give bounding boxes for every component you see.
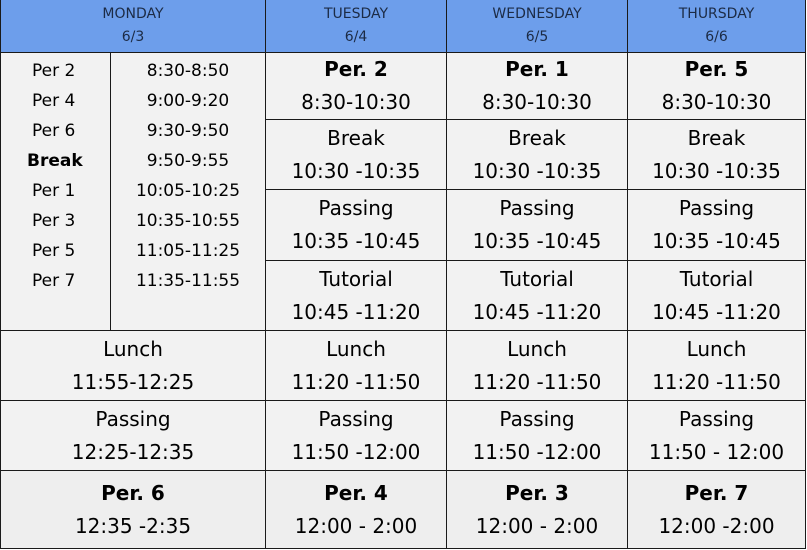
wednesday-passing	[447, 190, 628, 261]
block-label: Lunch	[507, 336, 567, 361]
tuesday-final-period	[266, 471, 447, 549]
block-time: 11:20 -11:50	[291, 369, 421, 394]
block-label: Lunch	[103, 336, 163, 361]
wednesday-final-period	[447, 471, 628, 549]
block-time: 10:35 -10:45	[472, 229, 602, 253]
block-time: 10:30 -10:35	[652, 158, 781, 183]
block-time: 10:30 -10:35	[291, 158, 421, 183]
tuesday-first-period	[266, 53, 447, 120]
block-time: 10:45 -11:20	[652, 299, 781, 324]
header-thursday	[628, 0, 806, 53]
block-label: Per. 5	[684, 57, 749, 81]
monday-time: 9:50-9:55	[146, 151, 230, 171]
header-date: 6/6	[705, 29, 728, 45]
block-time: 12:00 -2:00	[658, 513, 775, 538]
header-wednesday	[447, 0, 628, 53]
monday-time: 10:05-10:25	[135, 181, 241, 201]
thursday-final-period	[628, 471, 806, 549]
monday-final-period	[0, 471, 266, 549]
thursday-lunch	[628, 331, 806, 401]
block-label: Tutorial	[500, 266, 574, 291]
header-date: 6/4	[344, 29, 368, 45]
tuesday-break	[266, 120, 447, 190]
monday-period-break: Break	[27, 151, 83, 171]
tuesday-passing	[266, 190, 447, 261]
wednesday-passing-2	[447, 401, 628, 471]
block-time: 10:35 -10:45	[652, 229, 781, 253]
monday-time: 11:35-11:55	[135, 271, 241, 291]
block-time: 11:20 -11:50	[652, 369, 781, 394]
wednesday-break	[447, 120, 628, 190]
thursday-passing	[628, 190, 806, 261]
block-time: 10:30 -10:35	[472, 158, 602, 183]
header-day: MONDAY	[102, 6, 164, 22]
monday-passing	[0, 401, 266, 471]
monday-time: 8:30-8:50	[146, 61, 230, 81]
monday-lunch	[0, 331, 266, 401]
monday-times-column	[111, 53, 266, 331]
monday-period: Per 1	[32, 181, 76, 201]
monday-periods-column	[0, 53, 111, 331]
thursday-break	[628, 120, 806, 190]
block-time: 8:30-10:30	[301, 90, 411, 114]
block-time: 8:30-10:30	[661, 90, 772, 114]
block-label: Tutorial	[679, 266, 754, 291]
thursday-first-period	[628, 53, 806, 120]
block-time: 11:50 -12:00	[472, 439, 602, 464]
block-time: 11:50 -12:00	[291, 439, 421, 464]
block-label: Break	[687, 125, 746, 150]
tuesday-lunch	[266, 331, 447, 401]
block-label: Passing	[318, 196, 394, 220]
block-label: Per. 1	[505, 57, 569, 81]
wednesday-lunch	[447, 331, 628, 401]
block-time: 11:50 - 12:00	[648, 439, 785, 464]
monday-period: Per 6	[32, 121, 76, 141]
monday-period: Per 5	[32, 241, 76, 261]
block-time: 11:55-12:25	[71, 369, 195, 394]
block-label: Tutorial	[319, 266, 393, 291]
monday-time: 10:35-10:55	[135, 211, 241, 231]
block-time: 10:45 -11:20	[291, 299, 421, 324]
tuesday-tutorial	[266, 261, 447, 331]
block-label: Per. 6	[101, 480, 165, 505]
header-date: 6/3	[121, 29, 145, 45]
monday-period: Per 4	[32, 91, 76, 111]
wednesday-tutorial	[447, 261, 628, 331]
block-label: Break	[508, 125, 566, 150]
block-label: Per. 3	[505, 480, 569, 505]
monday-time: 9:00-9:20	[146, 91, 230, 111]
monday-period: Per 7	[32, 271, 76, 291]
block-label: Per. 4	[324, 480, 388, 505]
block-label: Per. 2	[324, 57, 388, 81]
header-tuesday	[266, 0, 447, 53]
block-label: Passing	[678, 196, 755, 220]
block-label: Lunch	[686, 336, 747, 361]
block-label: Break	[327, 125, 385, 150]
block-label: Lunch	[326, 336, 386, 361]
wednesday-first-period	[447, 53, 628, 120]
header-day: TUESDAY	[323, 6, 389, 22]
header-day: WEDNESDAY	[492, 6, 582, 22]
block-label: Passing	[499, 196, 575, 220]
block-label: Passing	[499, 406, 575, 431]
header-day: THURSDAY	[678, 6, 755, 22]
header-date: 6/5	[525, 29, 549, 45]
block-time: 12:00 - 2:00	[475, 513, 599, 538]
block-label: Passing	[95, 406, 171, 431]
block-time: 10:45 -11:20	[472, 299, 602, 324]
block-label: Per. 7	[684, 480, 749, 505]
tuesday-passing-2	[266, 401, 447, 471]
monday-time: 9:30-9:50	[146, 121, 230, 141]
monday-period: Per 3	[32, 211, 76, 231]
block-time: 12:35 -2:35	[74, 513, 192, 538]
block-time: 12:00 - 2:00	[294, 513, 418, 538]
monday-period: Per 2	[32, 61, 76, 81]
block-label: Passing	[318, 406, 394, 431]
block-label: Passing	[678, 406, 755, 431]
block-time: 10:35 -10:45	[291, 229, 421, 253]
header-monday	[0, 0, 266, 53]
thursday-passing-2	[628, 401, 806, 471]
block-time: 8:30-10:30	[482, 90, 592, 114]
monday-time: 11:05-11:25	[135, 241, 241, 261]
thursday-tutorial	[628, 261, 806, 331]
block-time: 12:25-12:35	[71, 439, 195, 464]
block-time: 11:20 -11:50	[472, 369, 602, 394]
